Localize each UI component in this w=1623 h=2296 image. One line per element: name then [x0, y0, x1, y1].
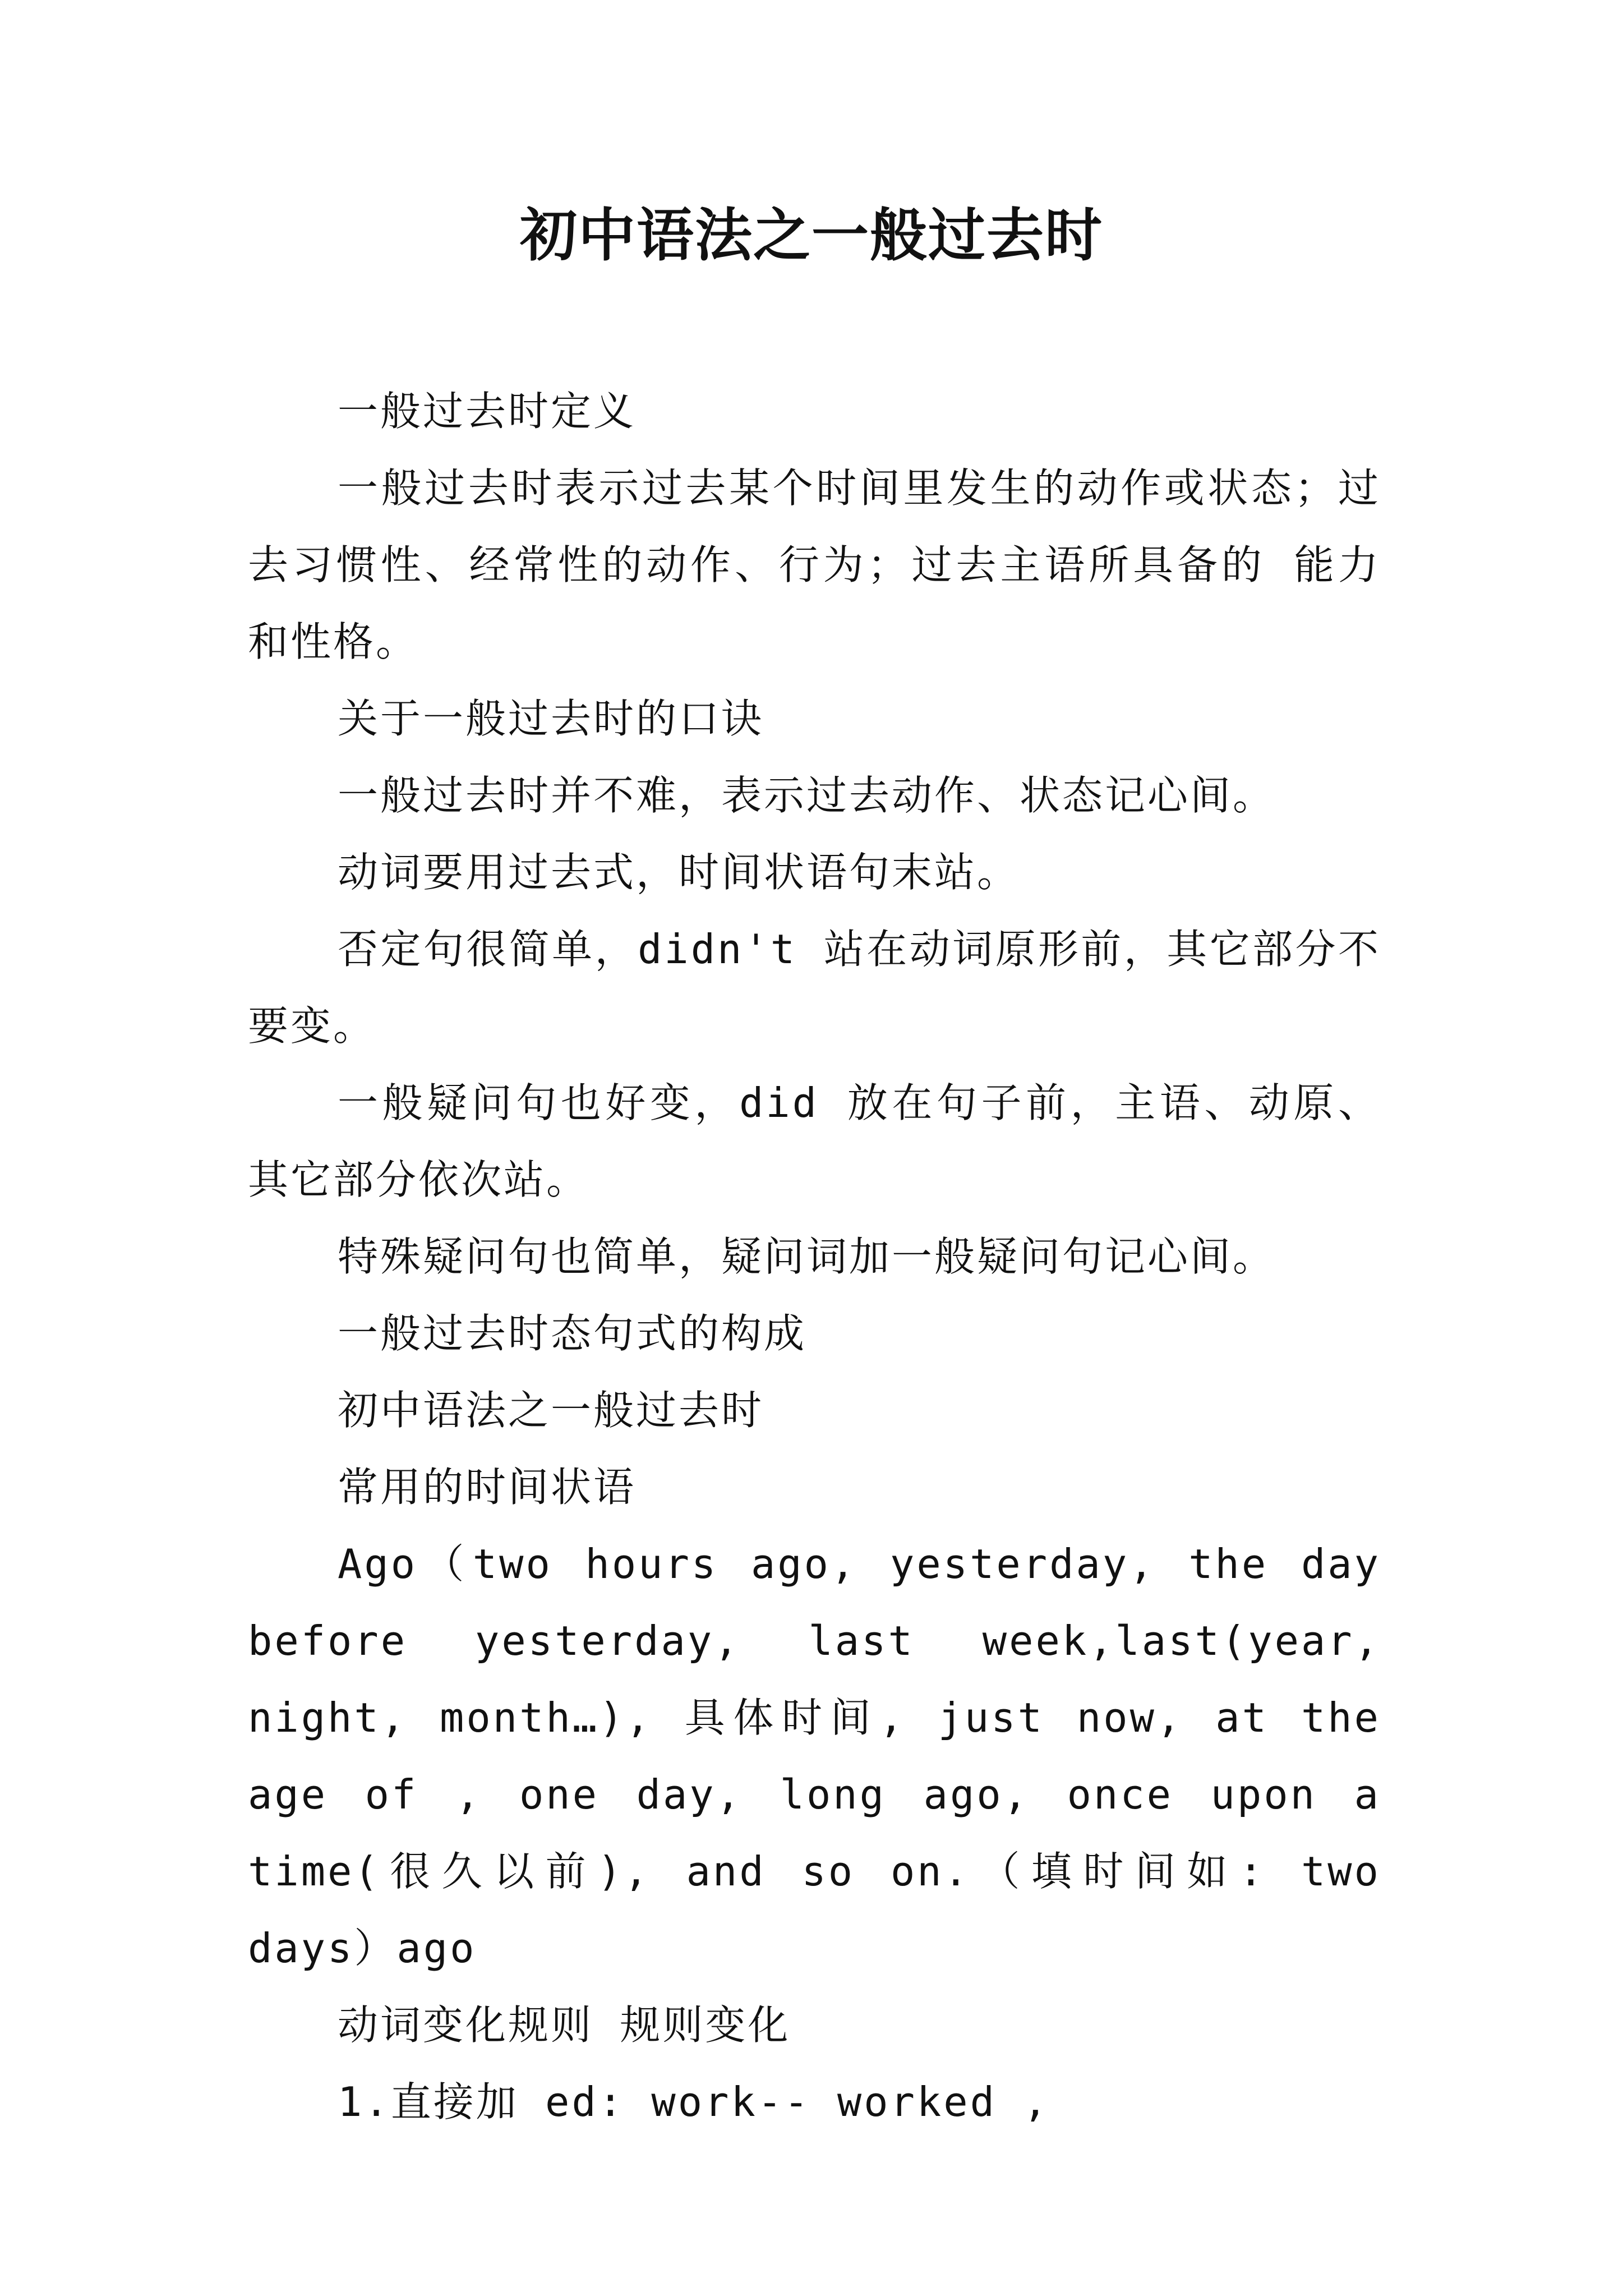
paragraph-time-adverbials: Ago（two hours ago, yesterday, the day before yesterday, last week,last(year, night, month…), 具体时间, just now, at the age of , one day, long ago, once upon a time(很久以前), and so on.（填时间如: two days）ago [248, 1540, 1381, 1972]
mnemonic-line-1: 一般过去时并不难，表示过去动作、状态记心间。 [338, 772, 1276, 819]
repeated-title-line: 初中语法之一般过去时 [338, 1387, 764, 1434]
section-heading-time-adverbials: 常用的时间状语 [338, 1464, 637, 1511]
document-body [248, 373, 1381, 2141]
section-heading-definition: 一般过去时定义 [338, 388, 637, 435]
section-heading-verb-rules: 动词变化规则 规则变化 [338, 2001, 791, 2049]
mnemonic-line-3: 否定句很简单，didn't 站在动词原形前，其它部分不要变。 [248, 926, 1381, 1050]
section-heading-mnemonic: 关于一般过去时的口诀 [338, 695, 764, 742]
mnemonic-line-2: 动词要用过去式，时间状语句末站。 [338, 849, 1020, 896]
mnemonic-line-5: 特殊疑问句也简单，疑问词加一般疑问句记心间。 [338, 1233, 1276, 1280]
document-title: 初中语法之一般过去时 [520, 202, 1103, 269]
rule-item-1: 1.直接加 ed: work-- worked , [338, 2078, 1050, 2125]
mnemonic-line-4: 一般疑问句也好变，did 放在句子前，主语、动原、其它部分依次站。 [248, 1079, 1381, 1203]
section-heading-structure: 一般过去时态句式的构成 [338, 1310, 807, 1357]
paragraph-definition: 一般过去时表示过去某个时间里发生的动作或状态；过去习惯性、经常性的动作、行为；过去主语所具备的 能力和性格。 [248, 464, 1381, 665]
